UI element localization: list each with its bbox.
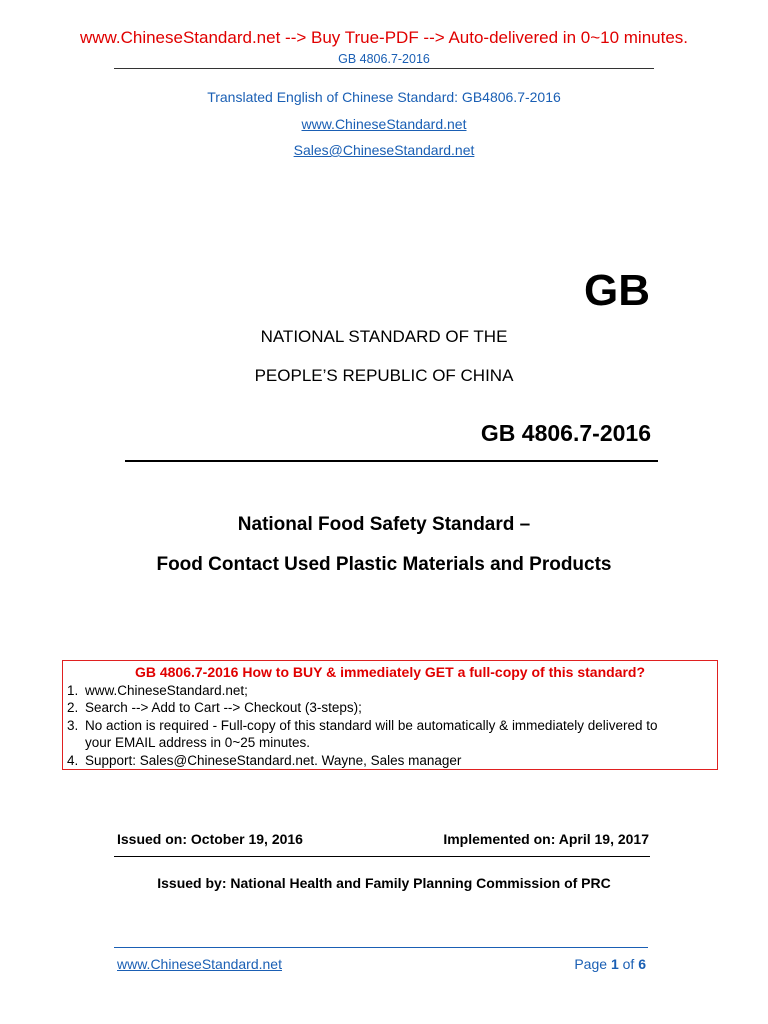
page-number: 1 (610, 956, 619, 972)
gb-mark: GB (584, 266, 650, 315)
top-banner[interactable]: www.ChineseStandard.net --> Buy True-PDF --> Auto-delivered in 0~10 minutes. (79, 28, 689, 47)
footer-divider (114, 947, 648, 948)
implemented-date: Implemented on: April 19, 2017 (443, 831, 649, 847)
national-standard-line1: NATIONAL STANDARD OF THE (260, 327, 508, 346)
buy-step-text[interactable]: www.ChineseStandard.net; (85, 683, 248, 698)
page-of: of (622, 956, 635, 972)
buy-step-continuation: your EMAIL address in 0~25 minutes. (85, 735, 310, 751)
dates-divider (114, 856, 650, 857)
issued-date: Issued on: October 19, 2016 (117, 831, 303, 847)
page-indicator (500, 956, 646, 972)
buy-step-text: Search --> Add to Cart --> Checkout (3-steps); (85, 700, 362, 716)
national-standard-line2: PEOPLE’S REPUBLIC OF CHINA (254, 366, 514, 385)
email-link-row (0, 142, 768, 160)
buy-info-box (62, 660, 718, 770)
translated-note: Translated English of Chinese Standard: GB4806.7-2016 (207, 89, 561, 105)
buy-step-number: 3. (67, 717, 79, 733)
standard-title-line2: Food Contact Used Plastic Materials and Products (156, 554, 612, 575)
email-link[interactable]: Sales@ChineseStandard.net (293, 142, 475, 158)
site-link-row (0, 116, 768, 134)
buy-box-title: GB 4806.7-2016 How to BUY & immediately GET a full-copy of this standard? (134, 664, 646, 680)
buy-step (67, 752, 713, 769)
buy-step-number: 1. (67, 683, 79, 698)
title-divider (125, 460, 658, 462)
issuer: Issued by: National Health and Family Planning Commission of PRC (157, 875, 611, 891)
header-standard-code: GB 4806.7-2016 (338, 52, 430, 66)
standard-title-line1: National Food Safety Standard – (237, 514, 531, 535)
buy-step-text: Support: Sales@ChineseStandard.net. Wayne, Sales manager (85, 752, 462, 768)
buy-step-number: 4. (67, 752, 79, 768)
buy-step (67, 682, 713, 699)
buy-step-number: 2. (67, 700, 79, 716)
buy-step (67, 717, 713, 752)
site-link[interactable]: www.ChineseStandard.net (301, 116, 467, 132)
buy-step (67, 699, 713, 716)
page-label: Page (574, 956, 608, 972)
page-total: 6 (638, 956, 646, 972)
header-divider (114, 68, 654, 69)
footer-link[interactable]: www.ChineseStandard.net (117, 956, 282, 972)
standard-code: GB 4806.7-2016 (480, 420, 651, 446)
buy-step-text: No action is required - Full-copy of this standard will be automatically & immediately delivered to (85, 717, 658, 733)
